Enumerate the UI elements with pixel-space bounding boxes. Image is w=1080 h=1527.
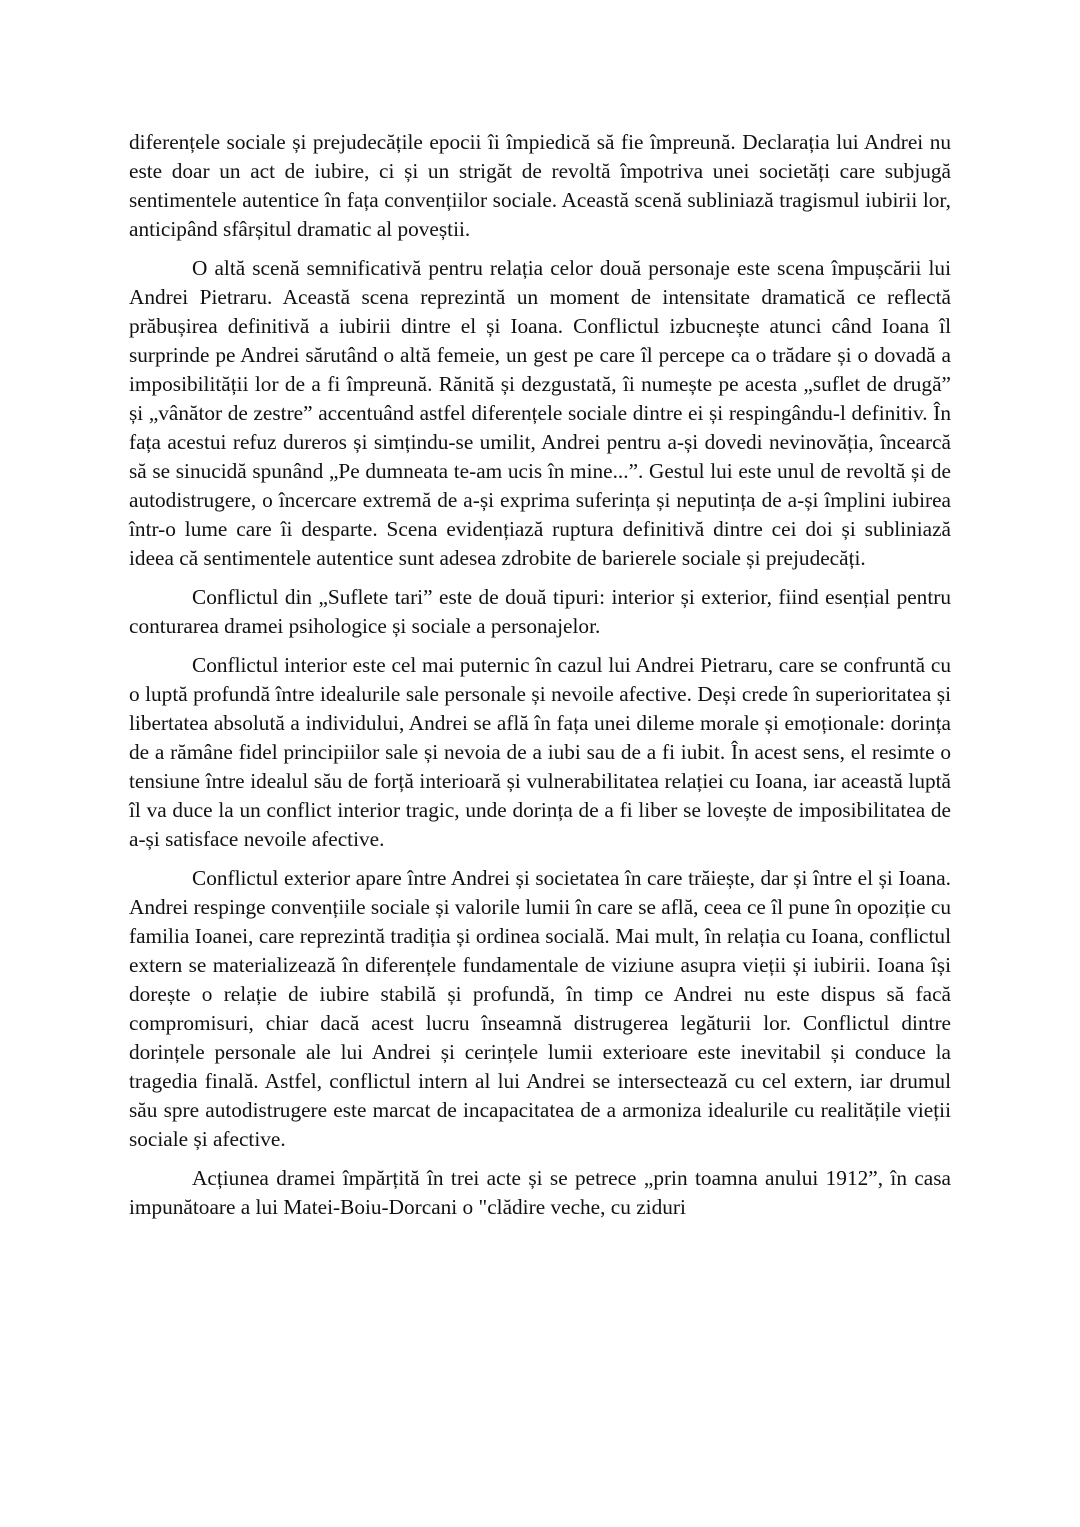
paragraph-conflict-types: Conflictul din „Suflete tari” este de două tipuri: interior și exterior, fiind esențial pentru conturarea dramei psihologice și sociale a personajelor. [129, 585, 951, 638]
paragraph-exterior-conflict: Conflictul exterior apare între Andrei și societatea în care trăiește, dar și între el și Ioana. Andrei respinge convențiile sociale și valorile lumii în care se află, ceea ce îl pune în opoziție cu familia Ioanei, care reprezintă tradiția și ordinea socială. Mai mult, în relația cu Ioana, conflictul extern se materializează în diferențele fundamentale de viziune asupra vieții și iubirii. Ioana își dorește o relație de iubire stabilă și profundă, în timp ce Andrei nu este dispus să facă compromisuri, chiar dacă acest lucru înseamnă distrugerea legăturii lor. Conflictul dintre dorințele personale ale lui Andrei și cerințele lumii exterioare este inevitabil și conduce la tragedia finală. Astfel, conflictul intern al lui Andrei se intersectează cu cel extern, iar drumul său spre autodistrugere este marcat de incapacitatea de a armoniza idealurile cu realitățile vieții sociale și afective. [129, 866, 951, 1151]
document-page [129, 128, 951, 1232]
paragraph-shooting-scene: O altă scenă semnificativă pentru relația celor două personaje este scena împușcării lui Andrei Pietraru. Această scena reprezintă un moment de intensitate dramatică ce reflectă prăbușirea definitivă a iubirii dintre el și Ioana. Conflictul izbucnește atunci când Ioana îl surprinde pe Andrei sărutând o altă femeie, un gest pe care îl percepe ca o trădare și o dovadă a imposibilității lor de a fi împreună. Rănită și dezgustată, îi numește pe acesta „suflet de drugă” și „vânător de zestre” accentuând astfel diferențele sociale dintre ei și respingându-l definitiv. În fața acestui refuz dureros și simțindu-se umilit, Andrei pentru a-și dovedi nevinovăția, încearcă să se sinucidă spunând „Pe dumneata te-am ucis în mine...”. Gestul lui este unul de revoltă și de autodistrugere, o încercare extremă de a-și exprima suferința și neputința de a-și împlini iubirea într-o lume care îi desparte. Scena evidențiază ruptura definitivă dintre cei doi și subliniază ideea că sentimentele autentice sunt adesea zdrobite de barierele sociale și prejudecăți. [129, 256, 951, 570]
paragraph-interior-conflict: Conflictul interior este cel mai puternic în cazul lui Andrei Pietraru, care se confruntă cu o luptă profundă între idealurile sale personale și nevoile afective. Deși crede în superioritatea și libertatea absolută a individului, Andrei se află în fața unei dileme morale și emoționale: dorința de a rămâne fidel principiilor sale și nevoia de a iubi sau de a fi iubit. În acest sens, el resimte o tensiune între idealul său de forță interioară și vulnerabilitatea relației cu Ioana, iar această luptă îl va duce la un conflict interior tragic, unde dorința de a fi liber se lovește de imposibilitatea de a-și satisface nevoile afective. [129, 653, 951, 851]
paragraph-action-setting: Acțiunea dramei împărțită în trei acte și se petrece „prin toamna anului 1912”, în casa impunătoare a lui Matei-Boiu-Dorcani o "clădire veche, cu ziduri [129, 1166, 951, 1219]
paragraph-continuation: diferențele sociale și prejudecățile epocii îi împiedică să fie împreună. Declarația lui Andrei nu este doar un act de iubire, ci și un strigăt de revoltă împotriva unei societăți care subjugă sentimentele autentice în fața convențiilor sociale. Această scenă subliniază tragismul iubirii lor, anticipând sfârșitul dramatic al poveștii. [129, 130, 951, 241]
